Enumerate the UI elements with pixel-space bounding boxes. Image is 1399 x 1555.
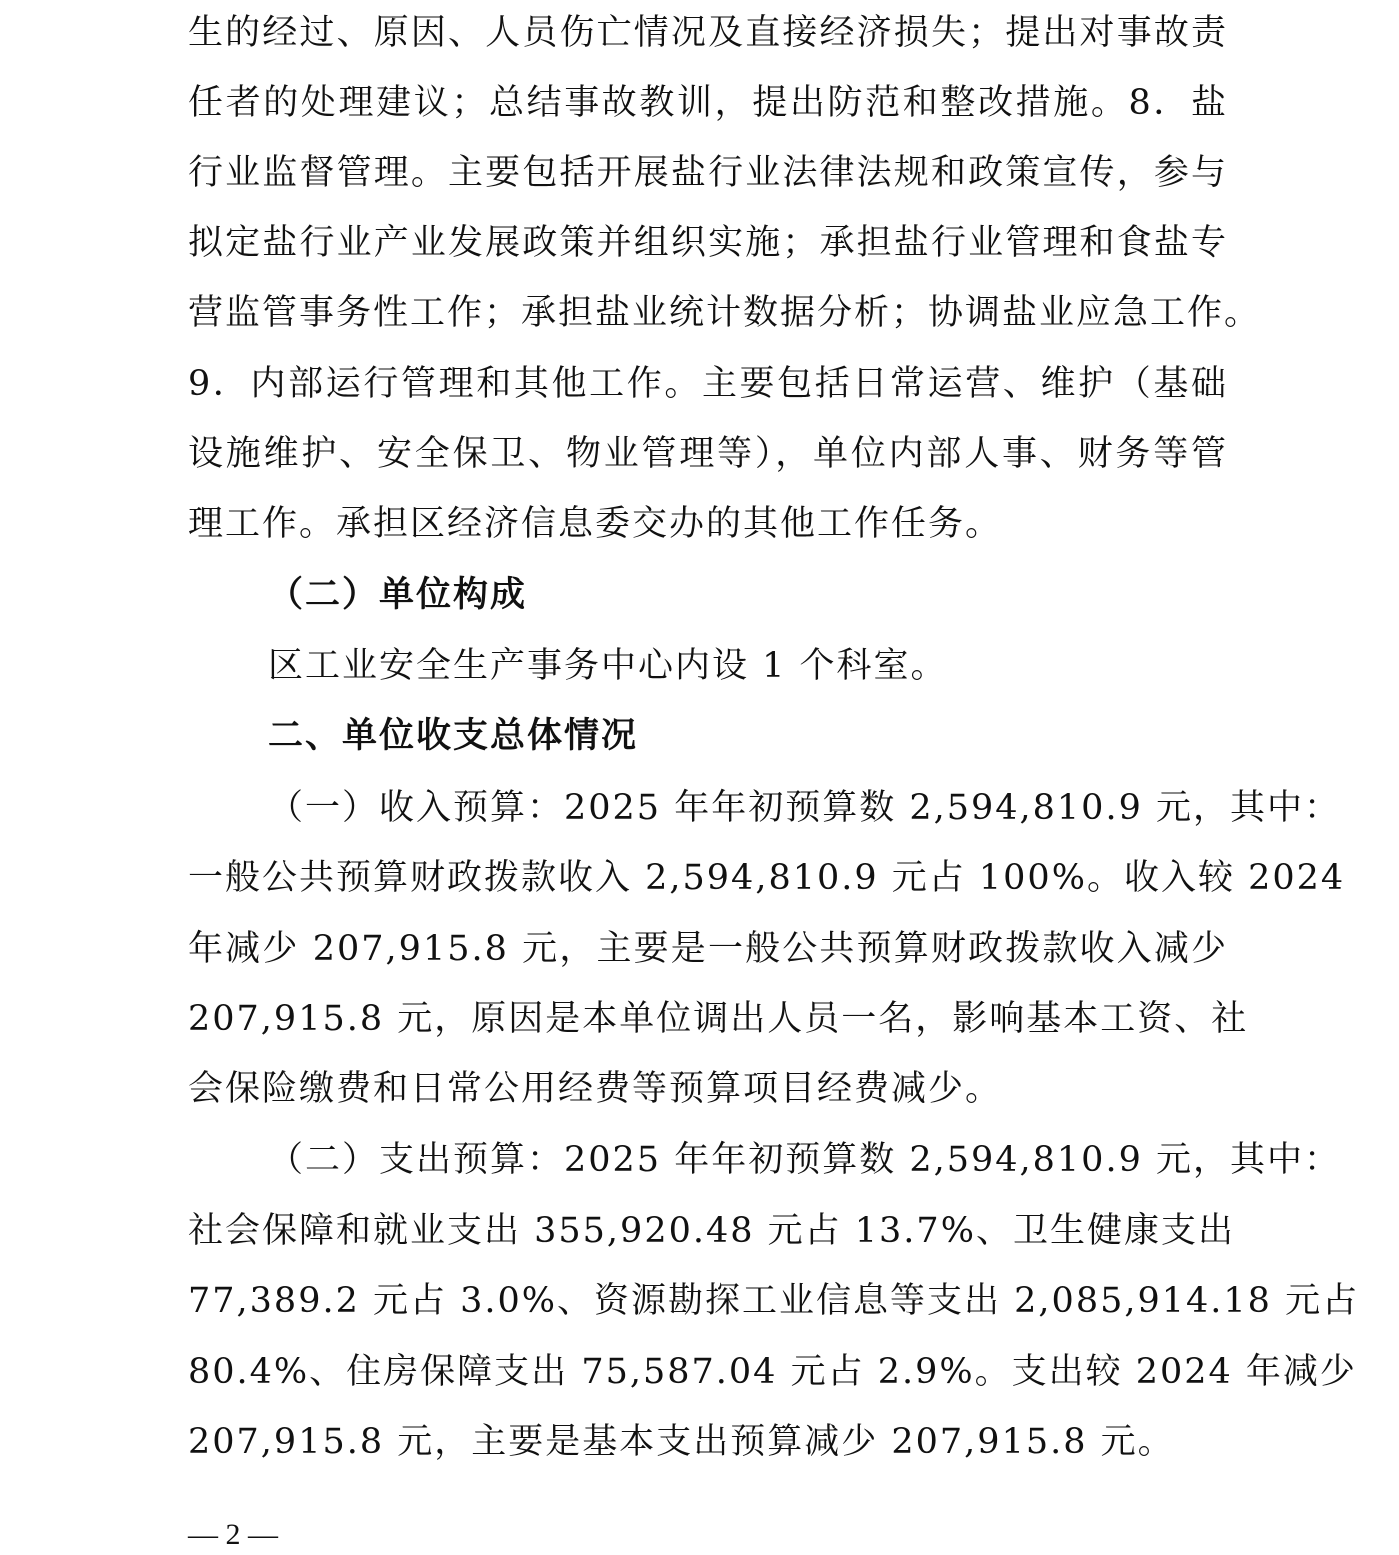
page-number: — 2 — <box>188 1518 278 1551</box>
text-line: 9．内部运行管理和其他工作。主要包括日常运营、维护（基础 <box>188 364 1228 404</box>
text-line: 理工作。承担区经济信息委交办的其他工作任务。 <box>188 504 1003 544</box>
text-line: 设施维护、安全保卫、物业管理等），单位内部人事、财务等管 <box>188 434 1228 474</box>
text-line: 207,915.8 元，原因是本单位调出人员一名，影响基本工资、社 <box>188 999 1249 1039</box>
text-line: 社会保障和就业支出 355,920.48 元占 13.7%、卫生健康支出 <box>188 1211 1235 1251</box>
section-heading-unit-composition: （二）单位构成 <box>268 575 528 615</box>
text-line: 营监管事务性工作；承担盐业统计数据分析；协调盐业应急工作。 <box>188 293 1262 333</box>
text-line: 207,915.8 元，主要是基本支出预算减少 207,915.8 元。 <box>188 1422 1175 1462</box>
text-line: 80.4%、住房保障支出 75,587.04 元占 2.9%。支出较 2024 年减少 <box>188 1352 1357 1392</box>
text-line-expenditure-heading: （二）支出预算：2025 年年初预算数 2,594,810.9 元，其中： <box>268 1140 1341 1180</box>
text-line: 拟定盐行业产业发展政策并组织实施；承担盐行业管理和食盐专 <box>188 223 1228 263</box>
text-line: 区工业安全生产事务中心内设 1 个科室。 <box>268 646 948 686</box>
text-line: 77,389.2 元占 3.0%、资源勘探工业信息等支出 2,085,914.18 元占 <box>188 1281 1360 1321</box>
text-line: 会保险缴费和日常公用经费等预算项目经费减少。 <box>188 1069 1003 1109</box>
text-line-income-heading: （一）收入预算：2025 年年初预算数 2,594,810.9 元，其中： <box>268 788 1341 828</box>
text-line: 任者的处理建议；总结事故教训，提出防范和整改措施。8．盐 <box>188 83 1228 123</box>
text-line: 生的经过、原因、人员伤亡情况及直接经济损失；提出对事故责 <box>188 13 1228 53</box>
text-line: 年减少 207,915.8 元，主要是一般公共预算财政拨款收入减少 <box>188 929 1228 969</box>
section-heading-overall: 二、单位收支总体情况 <box>268 716 639 756</box>
text-line: 一般公共预算财政拨款收入 2,594,810.9 元占 100%。收入较 2024 <box>188 858 1346 898</box>
text-line: 行业监督管理。主要包括开展盐行业法律法规和政策宣传，参与 <box>188 153 1228 193</box>
